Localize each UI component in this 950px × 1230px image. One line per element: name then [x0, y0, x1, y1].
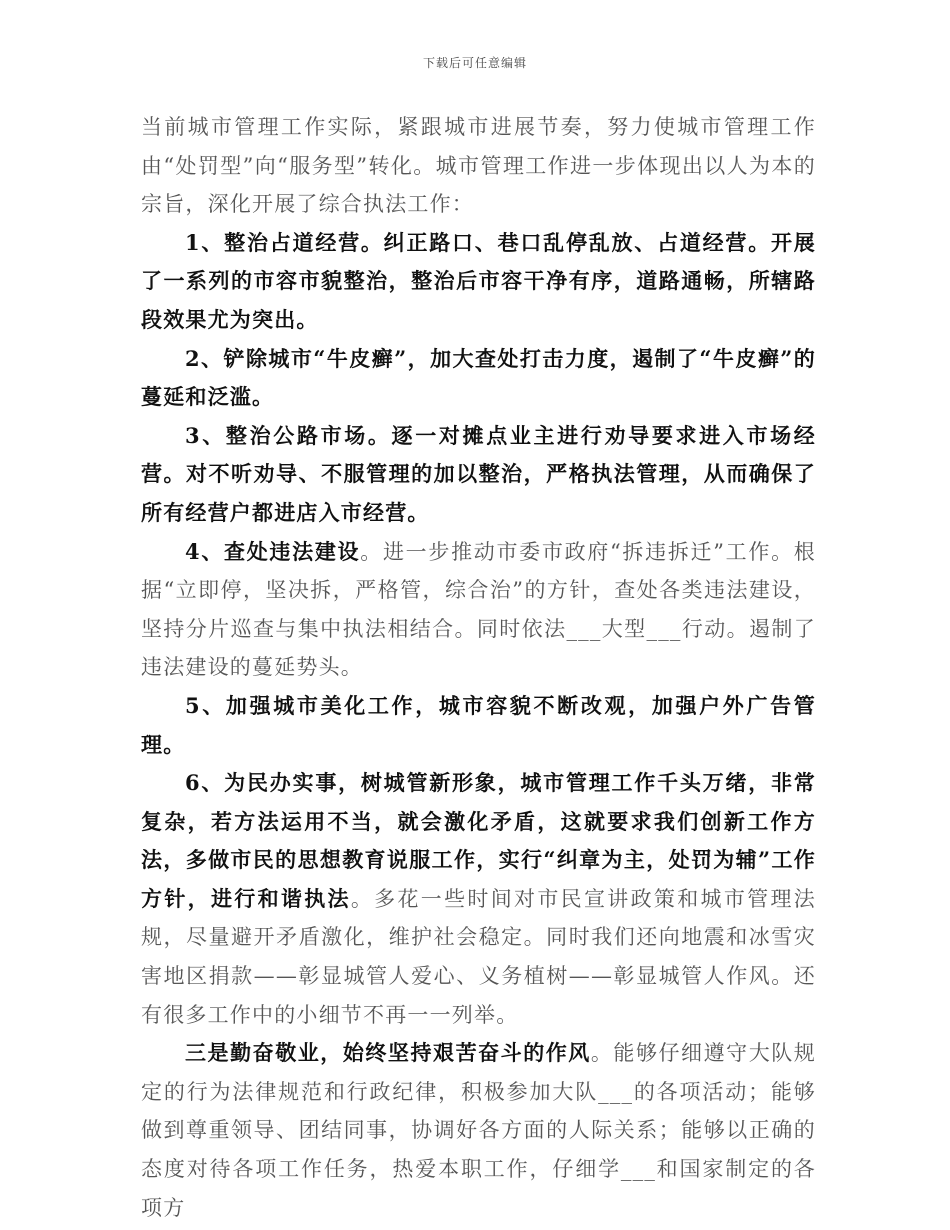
paragraph-intro: 当前城市管理工作实际，紧跟城市进展节奏，努力使城市管理工作由“处罚型”向“服务型”转化。城市管理工作进一步体现出以人为本的宗旨，深化开展了综合执法工作： — [141, 115, 816, 217]
item-6-body: 。多花一些时间对市民宣讲政策和城市管理法规，尽量避开矛盾激化，维护社会稳定。同时我们还向地震和冰雪灾害地区捐款——彰显城管人爱心、义务植树——彰显城管人作风。还有很多工作中的小细节不再一一列举。 — [141, 886, 816, 1027]
item-4-body: 。进一步推动市委市政府“拆违拆迁”工作。根据“立即停，坚决拆，严格管，综合治”的方针，查处各类违法建设，坚持分片巡查与集中执法相结合。同时依法___大型___行动。遏制了违法建设的蔓延势头。 — [141, 539, 816, 680]
paragraph-item-6 — [141, 764, 816, 1034]
document-body — [141, 108, 816, 1227]
paragraph-item-3: 3、整治公路市场。逐一对摊点业主进行劝导要求进入市场经营。对不听劝导、不服管理的加以整治，严格执法管理，从而确保了所有经营户都进店入市经营。 — [141, 422, 816, 525]
page-header: 下载后可任意编辑 — [422, 56, 527, 70]
item-6-heading: 6、为民办实事，树城管新形象，城市管理工作千头万绪，非常复杂，若方法运用不当，就会激化矛盾，这就要求我们创新工作方法，多做市民的思想教育说服工作，实行“纠章为主，处罚为辅”工作方针，进行和谐执法 — [141, 770, 816, 911]
paragraph-item-1: 1、整治占道经营。纠正路口、巷口乱停乱放、占道经营。开展了一系列的市容市貌整治，整治后市容干净有序，道路通畅，所辖路段效果尤为突出。 — [141, 229, 816, 332]
paragraph-section-3 — [141, 1034, 816, 1227]
paragraph-item-5: 5、加强城市美化工作，城市容貌不断改观，加强户外广告管理。 — [141, 692, 816, 757]
section-3-body: 。能够仔细遵守大队规定的行为法律规范和行政纪律，积极参加大队___的各项活动；能够做到尊重领导、团结同事，协调好各方面的人际关系；能够以正确的态度对待各项工作任务，热爱本职工作，仔细学___和国家制定的各项方 — [141, 1041, 816, 1220]
section-3-heading: 三是勤奋敬业，始终坚持艰苦奋斗的作风 — [185, 1040, 591, 1066]
paragraph-item-4 — [141, 533, 816, 687]
paragraph-item-2: 2、铲除城市“牛皮癣”，加大查处打击力度，遏制了“牛皮癣”的蔓延和泛滥。 — [141, 345, 816, 410]
item-4-heading: 4、查处违法建设 — [185, 538, 361, 564]
